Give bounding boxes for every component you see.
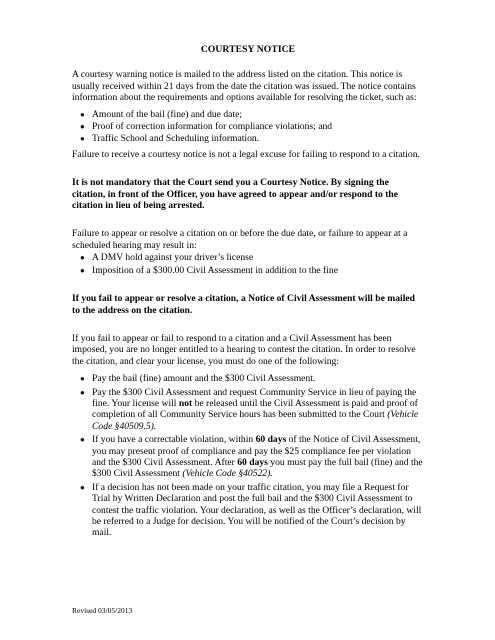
bullet-icon: ● bbox=[80, 109, 85, 119]
bullet-icon: ● bbox=[80, 482, 85, 492]
bullet-icon: ● bbox=[80, 387, 85, 397]
bullet-icon: ● bbox=[80, 122, 85, 132]
list-item: ● Imposition of a $300.00 Civil Assessment in addition to the fine bbox=[80, 264, 338, 276]
civil-assessment-intro: If you fail to appear or fail to respond to a citation and a Civil Assessment has been imposed, you are no longer entitled to a hearing to contest the citation. In order to resolve the citation, and clear your license, you must do one of the following: bbox=[72, 332, 416, 367]
intro-paragraph: A courtesy warning notice is mailed to the address listed on the citation. This notice is usually received within 21 days from the date the citation was issued. The notice contains information about the requirements and options available for resolving the ticket, such as: bbox=[72, 69, 417, 104]
list-item: ● Amount of the bail (fine) and due date; bbox=[80, 108, 242, 120]
bullet-icon: ● bbox=[80, 374, 85, 384]
list-item: ● Proof of correction information for compliance violations; and bbox=[80, 121, 333, 133]
consequences-intro: Failure to appear or resolve a citation on or before the due date, or failure to appear at a scheduled hearing may result in: bbox=[72, 228, 408, 251]
revision-footer: Revised 03/05/2013 bbox=[72, 606, 133, 615]
list-item: ● Pay the bail (fine) amount and the $300 Civil Assessment. bbox=[80, 373, 316, 385]
list-item: ● If you have a correctable violation, within 60 days of the Notice of Civil Assessment, you may present proof of compliance and pay the $25 compliance fee per violation and the $300 Civil Assessment. After 60 days you must pay the full bail (fine) and the $300 Civil Assessment (Vehicle Code §40522). bbox=[80, 434, 423, 480]
consequence-bullet-list bbox=[72, 252, 424, 276]
bullet-icon: ● bbox=[80, 134, 85, 144]
list-item: ● Pay the $300 Civil Assessment and request Community Service in lieu of paying the fine. Your license will not be released until the Civil Assessment is paid and proof of completion of all Community Service hours has been submitted to the Court (Vehicle Code §40509.5). bbox=[80, 386, 419, 432]
bullet-icon: ● bbox=[80, 435, 85, 445]
bullet-icon: ● bbox=[80, 265, 85, 275]
list-item: ● A DMV hold against your driver’s license bbox=[80, 252, 254, 264]
document-body bbox=[72, 44, 424, 543]
mandatory-notice: It is not mandatory that the Court send you a Courtesy Notice. By signing the citation, in front of the Officer, you have agreed to appear and/or respond to the citation in lieu of being arrested. bbox=[72, 177, 399, 212]
resolution-options-list bbox=[72, 373, 424, 539]
bullet-icon: ● bbox=[80, 253, 85, 263]
page-title: COURTESY NOTICE bbox=[200, 44, 296, 55]
civil-assessment-notice: If you fail to appear or resolve a citation, a Notice of Civil Assessment will be mailed to the address on the citation. bbox=[72, 293, 415, 316]
list-item: ● Traffic School and Scheduling information. bbox=[80, 133, 260, 145]
failure-note: Failure to receive a courtesy notice is not a legal excuse for failing to respond to a citation. bbox=[72, 148, 420, 160]
intro-bullet-list bbox=[72, 109, 424, 145]
list-item: ● If a decision has not been made on your traffic citation, you may file a Request for Trial by Written Declaration and post the full bail and the $300 Civil Assessment to contest the traffic violation. Your declaration, as well as the Officer’s declaration, will be referred to a Judge for decision. You will be notified of the Court’s decision by mail. bbox=[80, 481, 422, 539]
